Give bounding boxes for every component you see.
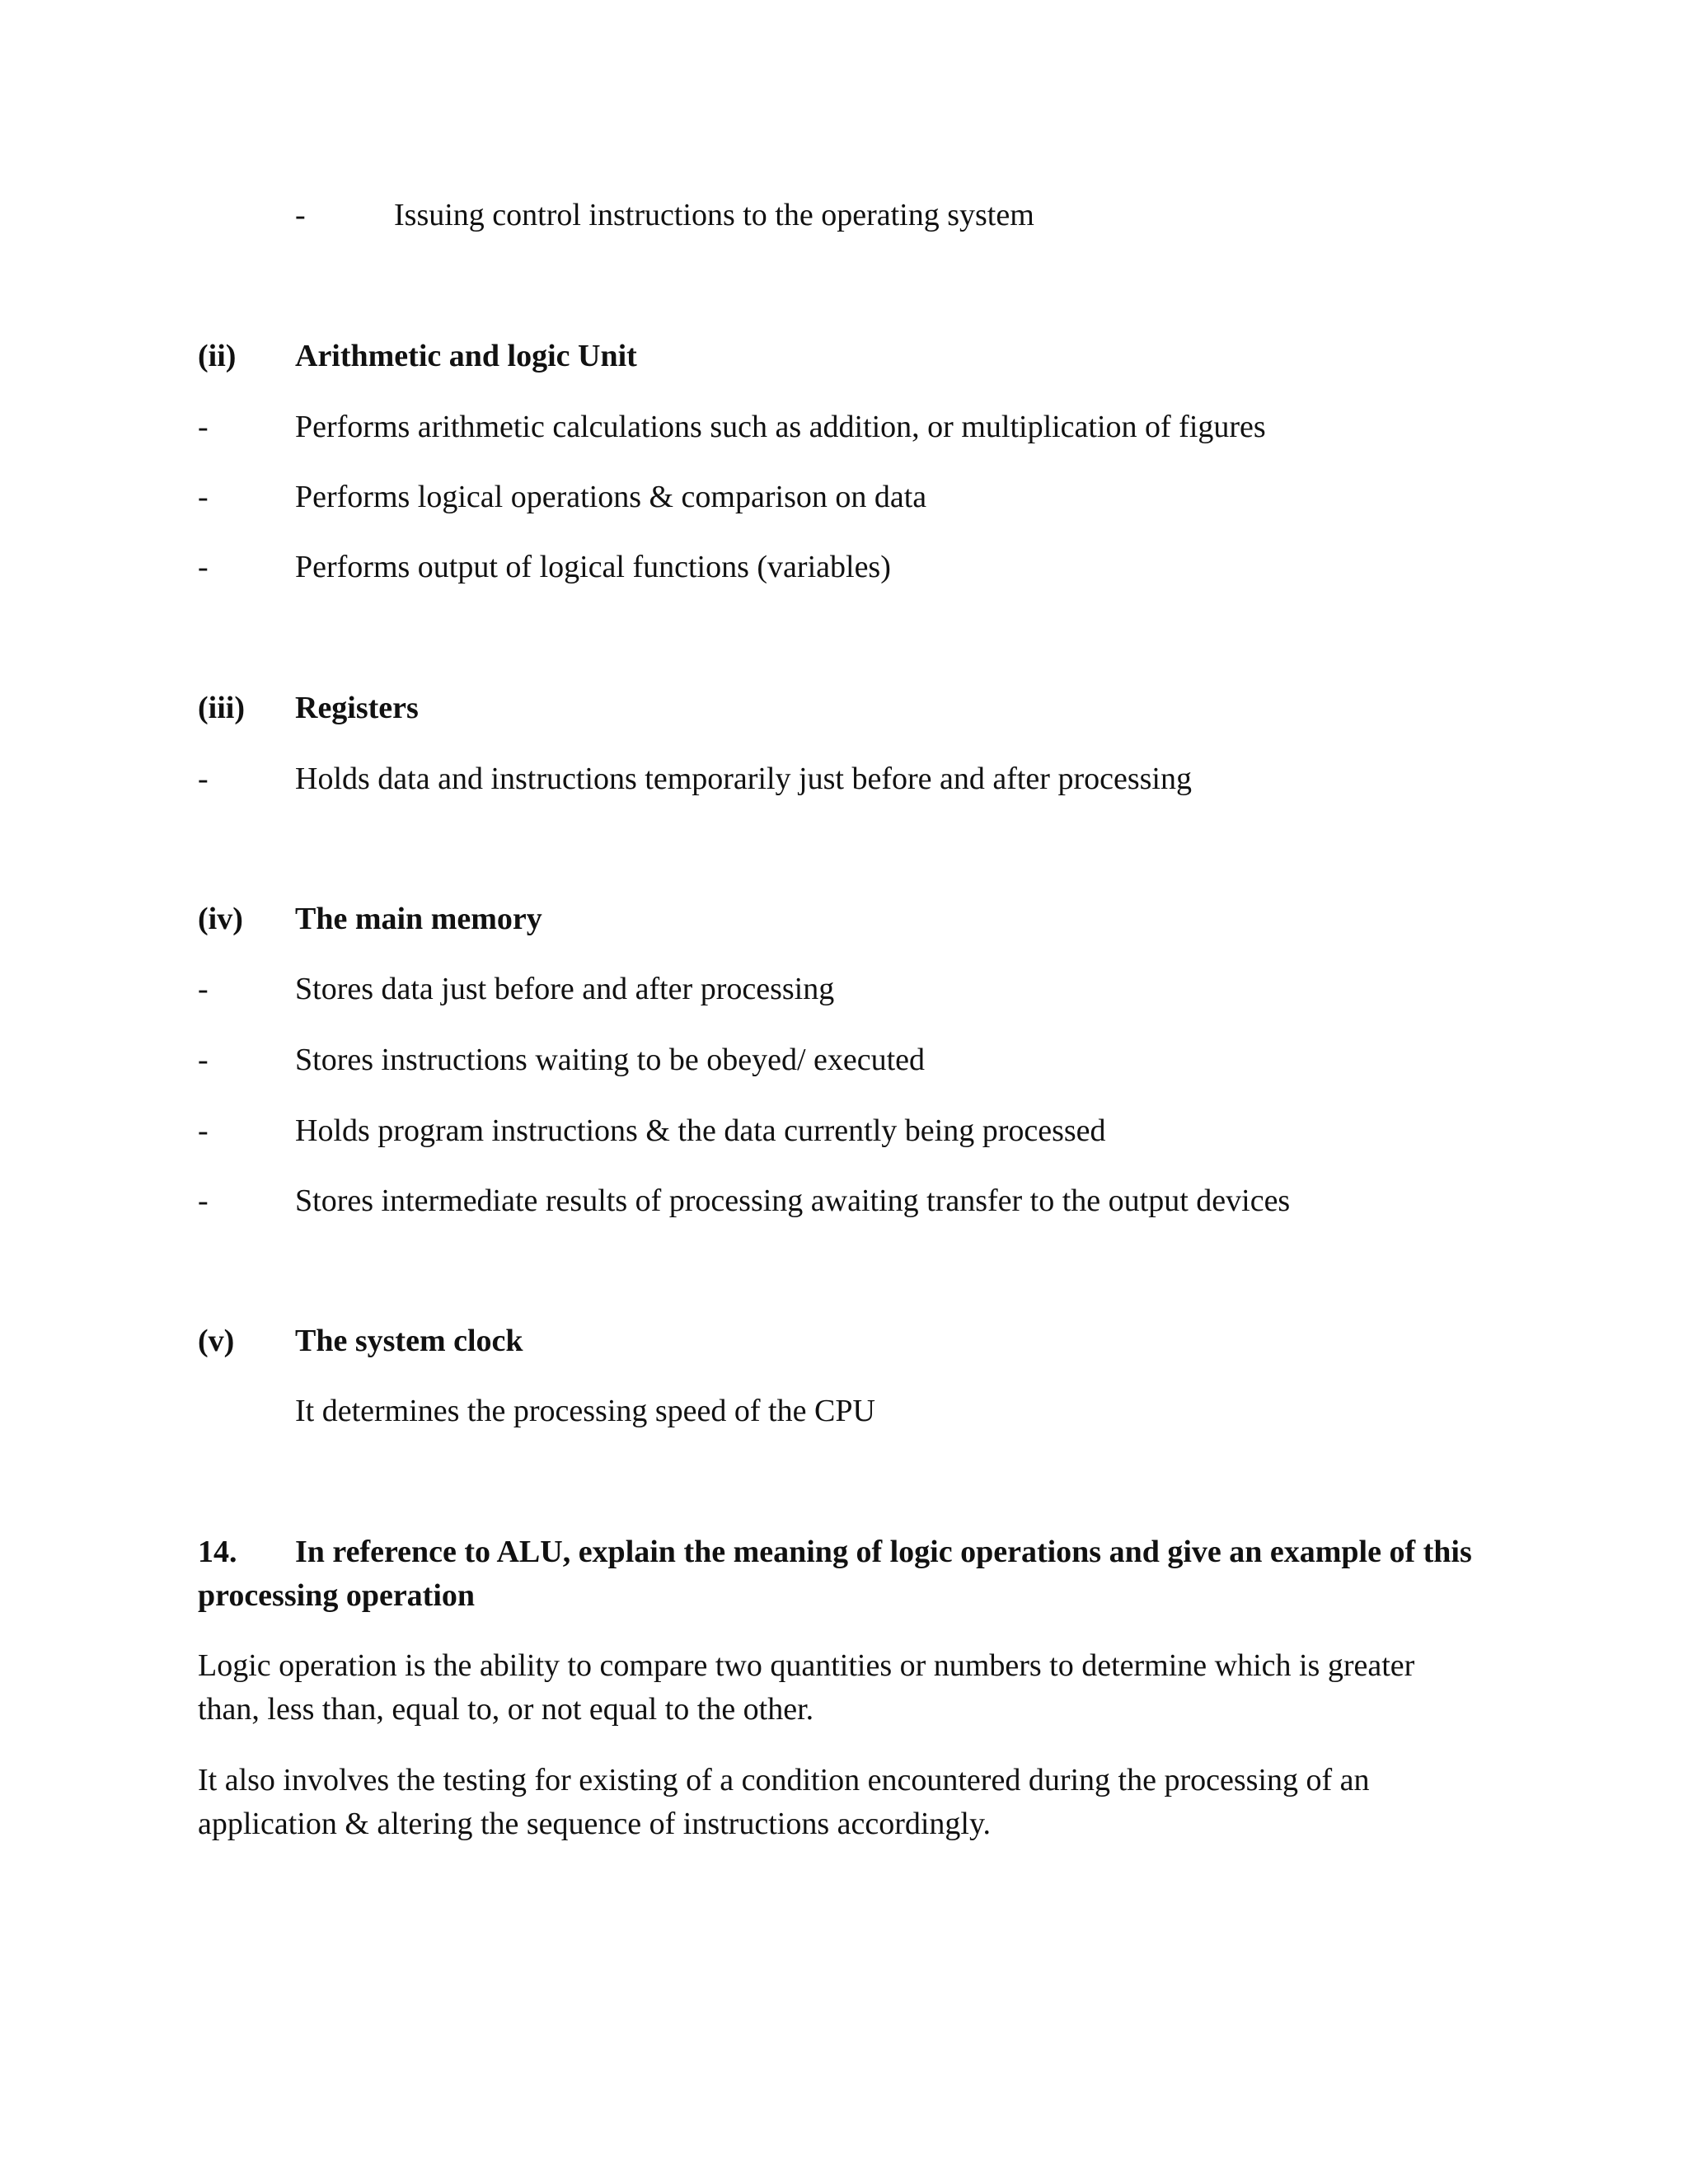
bullet-marker: - [198, 550, 209, 584]
bullet-marker: - [198, 762, 209, 796]
section-number: (ii) [198, 339, 237, 373]
list-item: Performs logical operations & comparison on data [295, 480, 927, 514]
question-number: 14. [198, 1535, 237, 1569]
bullet-marker: - [198, 410, 209, 444]
section-body: It determines the processing speed of the CPU [295, 1394, 875, 1428]
section-number: (v) [198, 1324, 235, 1358]
section-heading: Registers [295, 691, 419, 725]
answer-paragraph: Logic operation is the ability to compare two quantities or numbers to determine which is greater than, less than, equal to, or not equal to the other. [198, 1648, 1415, 1727]
list-item: Holds data and instructions temporarily just before and after processing [295, 762, 1192, 796]
section-number: (iv) [198, 902, 243, 936]
question [198, 1530, 1484, 1618]
bullet-marker: - [198, 1043, 209, 1077]
list-item: Holds program instructions & the data currently being processed [295, 1113, 1106, 1148]
list-item: Issuing control instructions to the operating system [394, 198, 1034, 232]
bullet-marker: - [295, 198, 306, 232]
list-item: Performs output of logical functions (variables) [295, 550, 891, 584]
list-item: Stores data just before and after processing [295, 972, 835, 1006]
list-item: Stores instructions waiting to be obeyed/ executed [295, 1043, 926, 1077]
bullet-marker: - [198, 972, 209, 1006]
answer-paragraph: It also involves the testing for existing of a condition encountered during the processing of an application & altering the sequence of instructions accordingly. [198, 1763, 1370, 1841]
bullet-marker: - [198, 1113, 209, 1148]
bullet-marker: - [198, 1183, 209, 1218]
section-heading: The system clock [295, 1324, 523, 1358]
section-heading: Arithmetic and logic Unit [295, 339, 637, 373]
list-item: Performs arithmetic calculations such as addition, or multiplication of figures [295, 410, 1266, 444]
bullet-marker: - [198, 480, 209, 514]
section-heading: The main memory [295, 902, 542, 936]
question-text: In reference to ALU, explain the meaning of logic operations and give an example of this processing operation [198, 1535, 1472, 1613]
list-item: Stores intermediate results of processing awaiting transfer to the output devices [295, 1183, 1291, 1218]
section-number: (iii) [198, 691, 245, 725]
